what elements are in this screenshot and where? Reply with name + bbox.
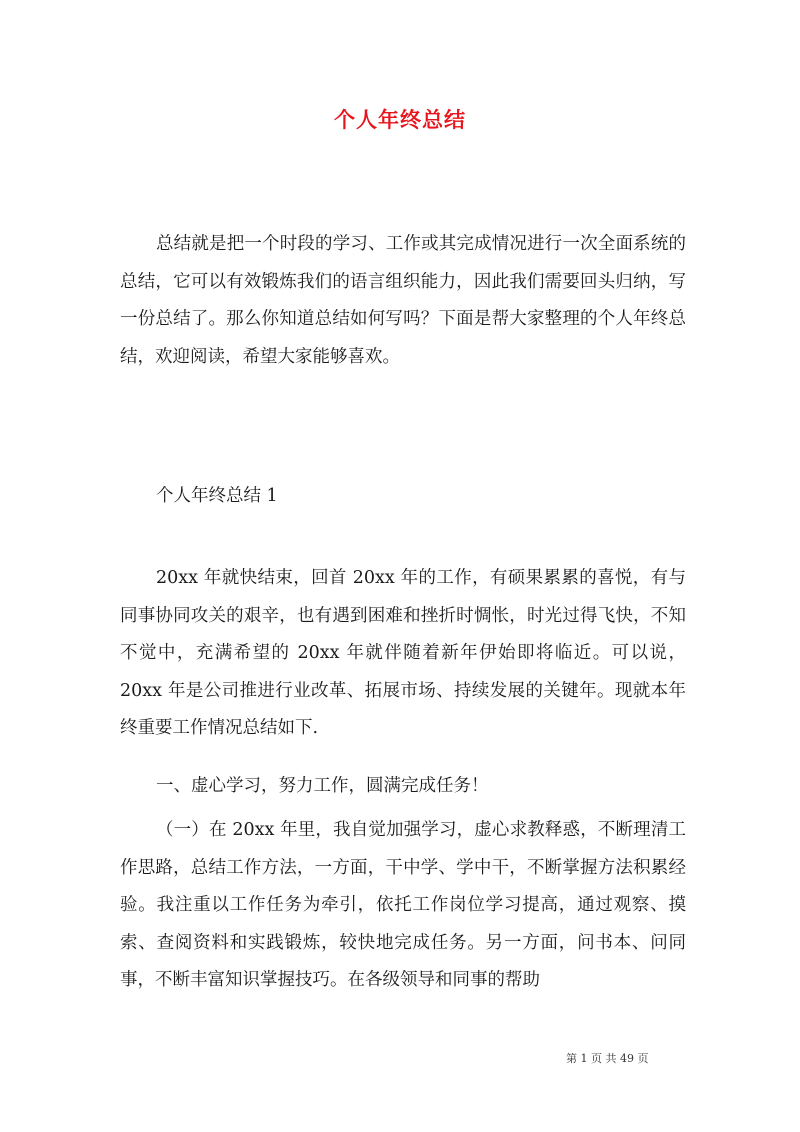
section-heading-1: 一、虚心学习，努力工作，圆满完成任务！ xyxy=(156,776,489,796)
page-number: 第 1 页 共 49 页 xyxy=(566,1052,649,1065)
body-paragraph-1: 20xx 年就快结束，回首 20xx 年的工作，有硕果累累的喜悦，有与同事协同攻关的艰辛，也有遇到困难和挫折时惆怅，时光过得飞快，不知不觉中，充满希望的 20xx 年就伴随着新年伊始即将临近。可以说，20xx 年是公司推进行业改革、拓展市场、持续发展的关键年。现就本年终重要工作情况总结如下. xyxy=(120,568,686,738)
document-title: 个人年终总结 xyxy=(334,107,466,132)
body-paragraph-2: （一）在 20xx 年里，我自觉加强学习，虚心求教释惑，不断理清工作思路，总结工作方法，一方面，干中学、学中干，不断掌握方法积累经验。我注重以工作任务为牵引，依托工作岗位学习提高，通过观察、摸索、查阅资料和实践锻炼，较快地完成任务。另一方面，问书本、问同事，不断丰富知识掌握技巧。在各级领导和同事的帮助 xyxy=(120,820,686,990)
intro-paragraph: 总结就是把一个时段的学习、工作或其完成情况进行一次全面系统的总结，它可以有效锻炼我们的语言组织能力，因此我们需要回头归纳，写一份总结了。那么你知道总结如何写吗？下面是帮大家整理的个人年终总结，欢迎阅读，希望大家能够喜欢。 xyxy=(120,234,686,367)
section-subheading: 个人年终总结 1 xyxy=(156,486,278,506)
